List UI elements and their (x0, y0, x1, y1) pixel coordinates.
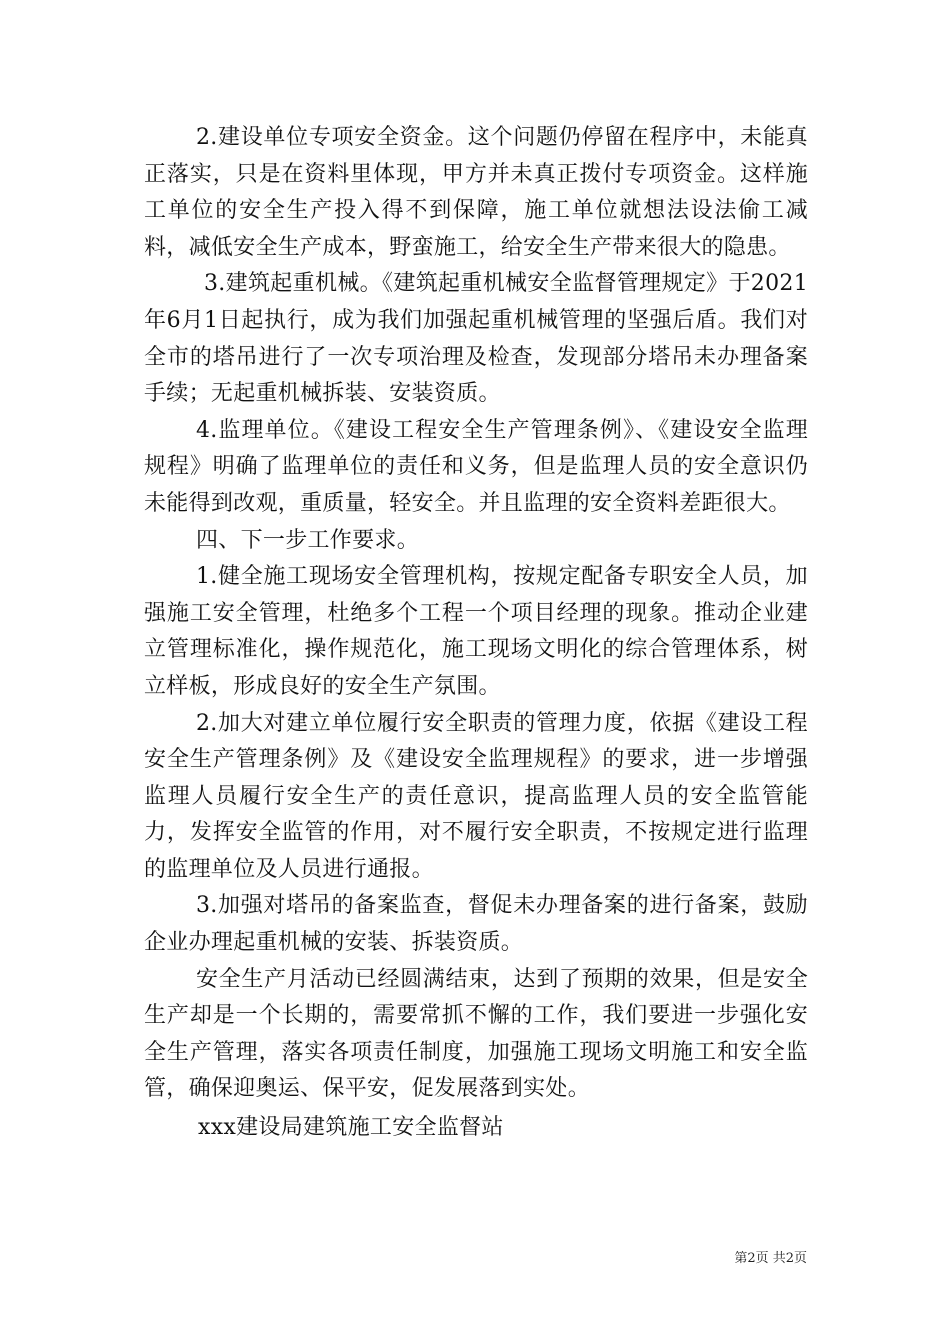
section-heading-next-steps: 四、下一步工作要求。 (196, 527, 420, 553)
document-body (144, 120, 808, 1147)
page-number: 第2页 共2页 (734, 1251, 807, 1266)
paragraph-supervision-units: 4.监理单位。《建设工程安全生产管理条例》、《建设安全监理规程》明确了监理单位的责任和义务，但是监理人员的安全意识仍未能得到改观，重质量，轻安全。并且监理的安全资料差距很大。 (144, 417, 808, 516)
paragraph-requirement-3: 3.加强对塔吊的备案监查，督促未办理备案的进行备案，鼓励企业办理起重机械的安装、拆装资质。 (144, 893, 808, 956)
paragraph-requirement-2: 2.加大对建立单位履行安全职责的管理力度，依据《建设工程安全生产管理条例》及《建设安全监理规程》的要求，进一步增强监理人员履行安全生产的责任意识，提高监理人员的安全监管能力，发挥安全监管的作用，对不履行安全职责，不按规定进行监理的监理单位及人员进行通报。 (144, 710, 808, 882)
paragraph-requirement-1: 1.健全施工现场安全管理机构，按规定配备专职安全人员，加强施工安全管理，杜绝多个工程一个项目经理的现象。推动企业建立管理标准化，操作规范化，施工现场文明化的综合管理体系，树立样板，形成良好的安全生产氛围。 (144, 564, 808, 699)
signature-line: xxx建设局建筑施工安全监督站 (198, 1115, 504, 1141)
paragraph-safety-funds: 2.建设单位专项安全资金。这个问题仍停留在程序中，未能真正落实，只是在资料里体现，甲方并未真正拨付专项资金。这样施工单位的安全生产投入得不到保障，施工单位就想法设法偷工减料，减低安全生产成本，野蛮施工，给安全生产带来很大的隐患。 (144, 125, 808, 260)
paragraph-conclusion: 安全生产月活动已经圆满结束，达到了预期的效果，但是安全生产却是一个长期的，需要常抓不懈的工作，我们要进一步强化安全生产管理，落实各项责任制度，加强施工现场文明施工和安全监管，确保迎奥运、保平安，促发展落到实处。 (144, 966, 808, 1102)
paragraph-lifting-machinery: 3.建筑起重机械。《建筑起重机械安全监督管理规定》于2021年6月1日起执行，成为我们加强起重机械管理的坚强后盾。我们对全市的塔吊进行了一次专项治理及检查，发现部分塔吊未办理备案手续；无起重机械拆装、安装资质。 (144, 271, 808, 407)
